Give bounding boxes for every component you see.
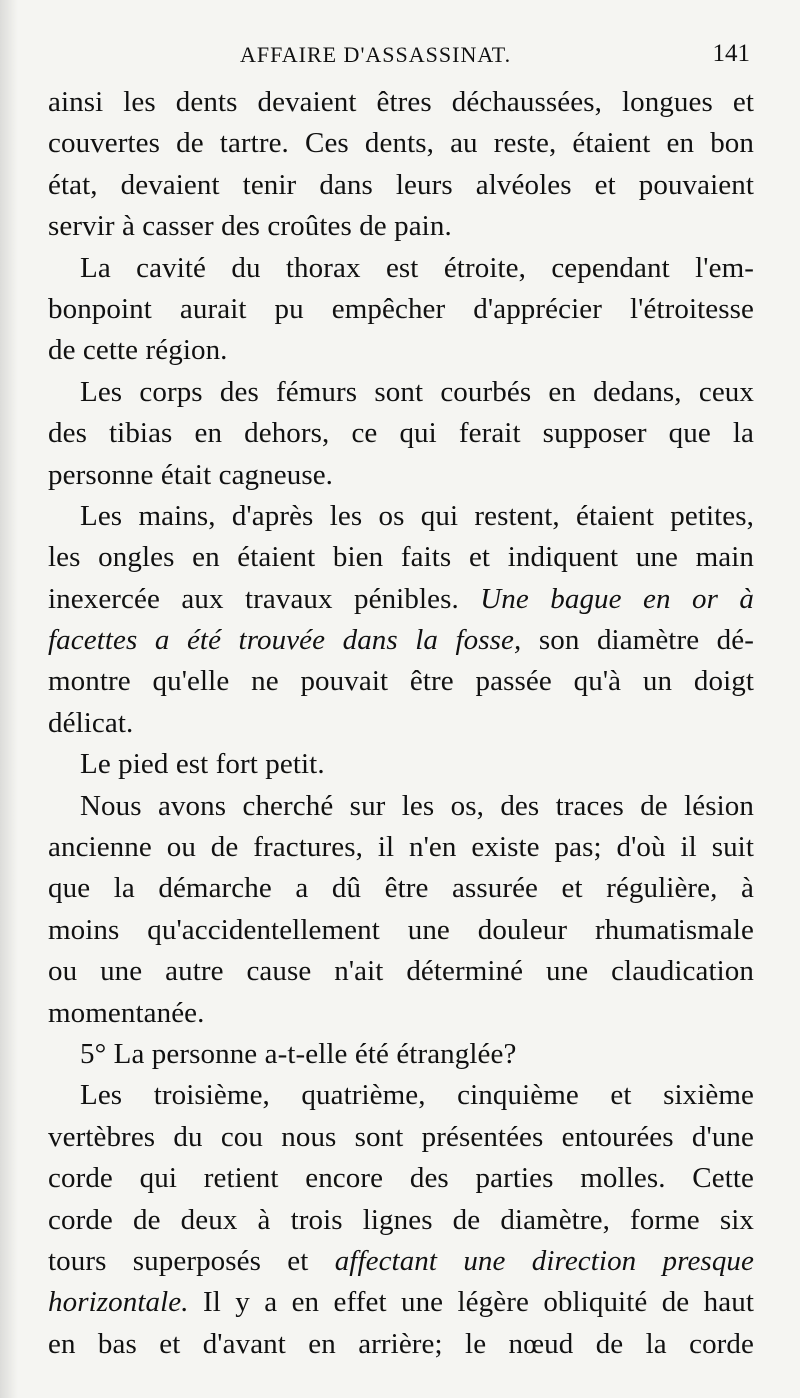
text-line: Les corps des fémurs sont courbés en dedans, ceux	[80, 375, 754, 408]
body-text	[48, 82, 754, 1365]
text-line: servir à casser des croûtes de pain.	[48, 210, 452, 243]
text-line: Les troisième, quatrième, cinquième et sixième	[80, 1079, 754, 1112]
text-line: état, devaient tenir dans leurs alvéoles et pouvaient	[48, 168, 754, 201]
text-line	[48, 579, 754, 620]
text-line: Les mains, d'après les os qui restent, étaient petites,	[80, 499, 754, 532]
text-line: 5° La personne a-t-elle été étranglée?	[80, 1037, 517, 1070]
italic-fragment: horizontale.	[48, 1286, 189, 1319]
running-title: AFFAIRE D'ASSASSINAT.	[240, 42, 512, 67]
text-line	[48, 1282, 754, 1323]
text-line: couvertes de tartre. Ces dents, au reste, étaient en bon	[48, 127, 754, 160]
text-line: Nous avons cherché sur les os, des traces de lésion	[80, 789, 754, 822]
text-line: les ongles en étaient bien faits et indiquent une main	[48, 541, 754, 574]
italic-fragment: Une bague en or à	[480, 582, 754, 615]
text-line	[48, 620, 754, 661]
page-header	[48, 38, 760, 72]
text-line: montre qu'elle ne pouvait être passée qu'à un doigt	[48, 665, 754, 698]
text-line: momentanée.	[48, 996, 205, 1029]
text-line: vertèbres du cou nous sont présentées entourées d'une	[48, 1120, 754, 1153]
text-line: de cette région.	[48, 334, 228, 367]
text-line: ou une autre cause n'ait déterminé une claudication	[48, 955, 754, 988]
text-line: en bas et d'avant en arrière; le nœud de la corde	[48, 1327, 754, 1360]
text-line: délicat.	[48, 706, 134, 739]
text-fragment: son diamètre dé-	[538, 624, 755, 657]
text-line: des tibias en dehors, ce qui ferait supposer que la	[48, 417, 754, 450]
page-number: 141	[712, 40, 750, 67]
text-line: ainsi les dents devaient êtres déchaussées, longues et	[48, 86, 754, 118]
text-line: ancienne ou de fractures, il n'en existe pas; d'où il suit	[48, 831, 754, 864]
text-fragment: Il y a en effet une légère obliquité de haut	[202, 1286, 754, 1319]
text-line: corde de deux à trois lignes de diamètre, forme six	[48, 1203, 754, 1236]
text-fragment: tours superposés et	[48, 1244, 309, 1277]
text-line: moins qu'accidentellement une douleur rhumatismale	[48, 913, 754, 946]
italic-fragment: facettes a été trouvée dans la fosse,	[48, 624, 522, 657]
text-line: corde qui retient encore des parties molles. Cette	[48, 1162, 754, 1195]
text-line: bonpoint aurait pu empêcher d'apprécier l'étroitesse	[48, 292, 754, 325]
text-fragment: inexercée aux travaux pénibles.	[48, 582, 459, 615]
text-line	[48, 1241, 754, 1282]
text-line: que la démarche a dû être assurée et régulière, à	[48, 872, 754, 905]
text-line: Le pied est fort petit.	[80, 748, 325, 781]
text-line: La cavité du thorax est étroite, cependant l'em-	[80, 251, 754, 284]
italic-fragment: affectant une direction presque	[334, 1244, 754, 1277]
text-line: personne était cagneuse.	[48, 458, 334, 491]
